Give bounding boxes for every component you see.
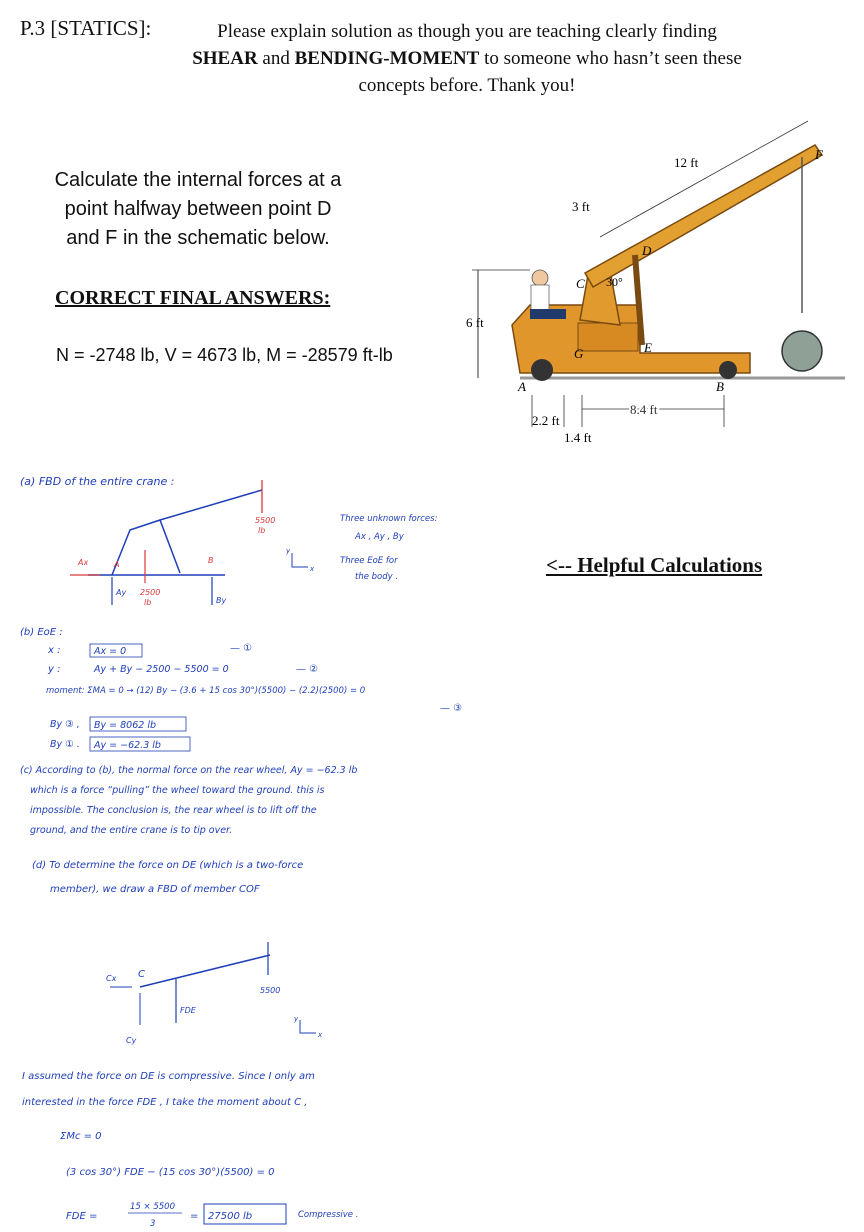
- ay-from-1: By ① .: [50, 739, 80, 750]
- ay-result: Ay = −62.3 lb: [94, 740, 161, 751]
- by-result: By = 8062 lb: [94, 720, 157, 731]
- moment-note-line-1: I assumed the force on DE is compressive. Since I only am: [22, 1071, 315, 1082]
- eq-moment: moment: ΣMA = 0 → (12) By − (3.6 + 15 cos 30°)(5500) − (2.2)(2500) = 0: [46, 686, 366, 696]
- part-d-line-2: member), we draw a FBD of member COF: [50, 884, 260, 895]
- label-g: G: [574, 346, 584, 361]
- axes-icon-d: [300, 1020, 316, 1033]
- unknowns-note-2: Ax , Ay , By: [355, 532, 404, 542]
- eq-y-label: y :: [48, 664, 61, 675]
- eq-1-tag: — ①: [230, 643, 253, 654]
- eq-y-sum: Ay + By − 2500 − 5500 = 0: [94, 664, 229, 675]
- label-a: A: [518, 379, 526, 394]
- member-cof: [140, 955, 270, 987]
- part-c-line-3: impossible. The conclusion is, the rear wheel is to lift off the: [30, 805, 317, 816]
- unknowns-note-1: Three unknown forces:: [340, 514, 438, 524]
- point-b-label: B: [208, 556, 214, 565]
- label-d: D: [642, 243, 652, 258]
- load-2500-value: 2500: [140, 588, 161, 597]
- rear-wheel: [531, 359, 553, 381]
- part-b-title: (b) EoE :: [20, 627, 63, 638]
- task-line-3: and F in the schematic below.: [66, 227, 330, 249]
- handwritten-solution: [0, 455, 500, 1232]
- dim-12ft-label: 12 ft: [674, 155, 699, 170]
- task-line-2: point halfway between point D: [64, 198, 332, 220]
- axis-y-label-d: y: [294, 1015, 299, 1023]
- axis-y-label-a: y: [286, 547, 291, 555]
- cx-label: Cx: [106, 974, 117, 983]
- part-c-line-4: ground, and the entire crane is to tip over.: [30, 825, 233, 836]
- shear-keyword: SHEAR: [192, 48, 258, 69]
- front-wheel: [719, 361, 737, 379]
- moment-equation: (3 cos 30°) FDE − (15 cos 30°)(5500) = 0: [66, 1167, 275, 1178]
- wrecking-ball: [782, 331, 822, 371]
- fde-equals: FDE =: [66, 1211, 98, 1222]
- label-c: C: [576, 276, 585, 291]
- unknowns-note-4: the body .: [355, 572, 399, 582]
- point-a-label: A: [114, 560, 120, 569]
- instructions-line-2-rest: to someone who hasn’t seen these: [479, 48, 742, 69]
- eq-3-tag: — ③: [440, 703, 463, 714]
- fde-eq-sign: =: [190, 1211, 199, 1222]
- by-label: By: [216, 596, 227, 605]
- bending-moment-keyword: BENDING-MOMENT: [294, 48, 480, 69]
- fde-result: 27500 lb: [208, 1211, 253, 1222]
- angle-label: 30°: [606, 275, 623, 289]
- ax-label: Ax: [78, 558, 89, 567]
- compressive-note: Compressive .: [298, 1210, 359, 1220]
- problem-label: P.3 [STATICS]:: [20, 16, 152, 40]
- label-b: B: [716, 379, 724, 394]
- eq-x-label: x :: [48, 645, 61, 656]
- moment-sum-c: ΣMc = 0: [60, 1131, 102, 1142]
- dim-84ft-label: 8.4 ft: [630, 402, 658, 417]
- answers-heading: CORRECT FINAL ANSWERS:: [55, 287, 331, 309]
- instructions-and: and: [257, 48, 295, 69]
- instructions-line-3: concepts before. Thank you!: [358, 75, 576, 96]
- fde-label: FDE: [180, 1006, 196, 1015]
- axes-icon-a: [292, 553, 308, 567]
- point-c-label: C: [138, 969, 145, 980]
- fde-denominator: 3: [150, 1219, 156, 1229]
- answers-values: N = -2748 lb, V = 4673 lb, M = -28579 ft-lb: [56, 345, 393, 365]
- dim-22ft-label: 2.2 ft: [532, 413, 560, 428]
- crane-boom: [585, 145, 822, 287]
- fbd-boom: [160, 490, 262, 520]
- by-from-3: By ③ ,: [50, 719, 80, 730]
- ax-result: Ax = 0: [94, 646, 127, 657]
- part-c-line-1: (c) According to (b), the normal force on the rear wheel, Ay = −62.3 lb: [20, 765, 358, 776]
- helpful-calculations-label: <-- Helpful Calculations: [546, 553, 763, 577]
- unknowns-note-3: Three EoE for: [340, 556, 398, 566]
- problem-instructions: [172, 18, 762, 99]
- crane-base-block: [578, 323, 638, 351]
- task-line-1: Calculate the internal forces at a: [54, 169, 342, 191]
- instructions-line-1: Please explain solution as though you are teaching clearly finding: [217, 21, 717, 42]
- part-d-line-1: (d) To determine the force on DE (which is a two-force: [32, 860, 304, 871]
- driver-head: [532, 270, 548, 286]
- load-5500-unit: lb: [258, 526, 266, 535]
- load-5500-value: 5500: [255, 516, 276, 525]
- load-5500-d: 5500: [260, 986, 281, 995]
- task-statement: [40, 166, 356, 253]
- part-c-line-2: which is a force “pulling” the wheel toward the ground. this is: [30, 785, 325, 796]
- eq-2-tag: — ②: [296, 664, 319, 675]
- fbd-crane-outline: [112, 520, 180, 575]
- dim-14ft-label: 1.4 ft: [564, 430, 592, 445]
- driver-torso: [531, 285, 549, 311]
- part-a-title: (a) FBD of the entire crane :: [20, 475, 175, 488]
- crane-schematic: [460, 95, 860, 455]
- label-f: F: [815, 147, 823, 162]
- load-2500-unit: lb: [144, 598, 152, 607]
- label-e: E: [644, 340, 652, 355]
- dim-6ft-label: 6 ft: [466, 315, 484, 330]
- dim-3ft-label: 3 ft: [572, 199, 590, 214]
- moment-note-line-2: interested in the force FDE , I take the moment about C ,: [22, 1097, 308, 1108]
- instructions-line-2: [172, 45, 762, 72]
- driver-legs: [530, 309, 566, 319]
- ay-label: Ay: [116, 588, 127, 597]
- axis-x-label-d: x: [318, 1031, 323, 1039]
- fde-numerator: 15 × 5500: [130, 1202, 175, 1212]
- cy-label: Cy: [126, 1036, 137, 1045]
- axis-x-label-a: x: [310, 565, 315, 573]
